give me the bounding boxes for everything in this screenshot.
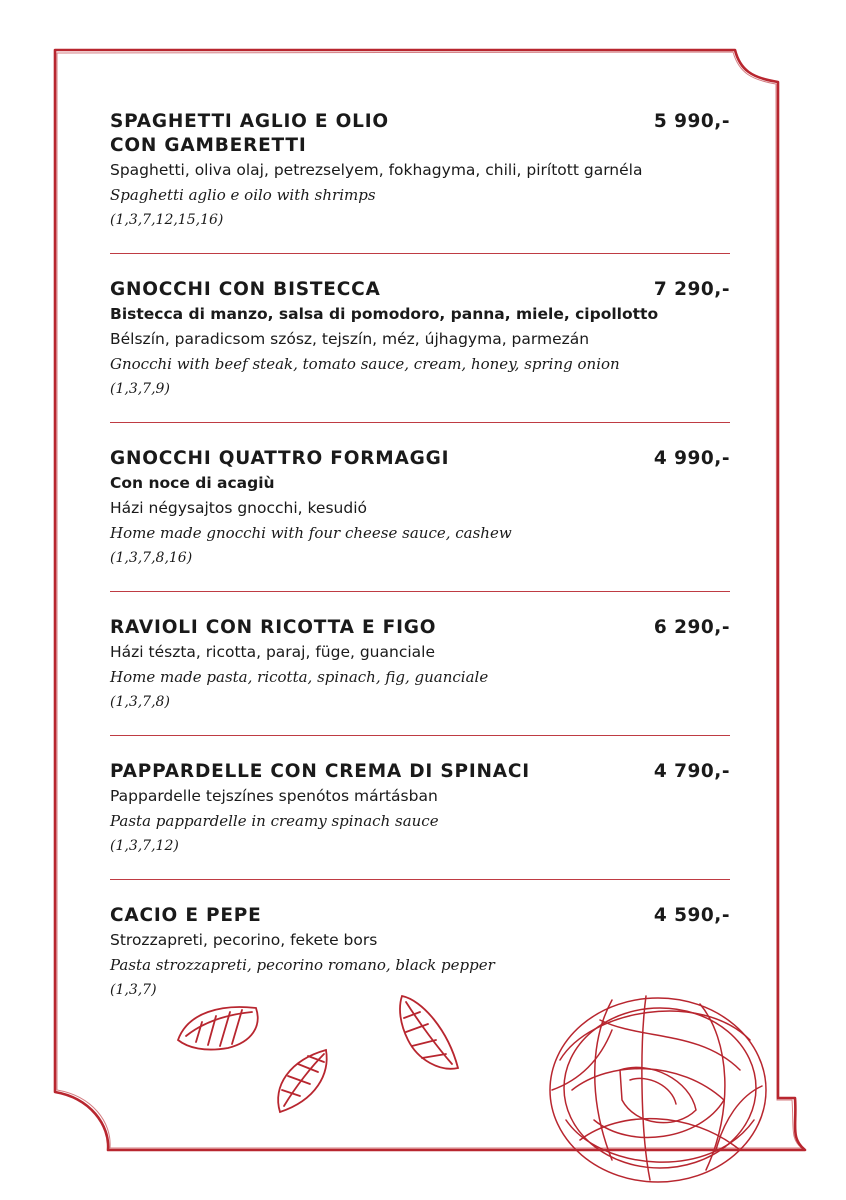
dish-allergens: (1,3,7,8,16) — [110, 550, 193, 566]
dish-allergens: (1,3,7,9) — [110, 381, 170, 397]
dish-price: 4 590,- — [653, 905, 730, 926]
dish-name: RAVIOLI CON RICOTTA E FIGO — [110, 617, 437, 638]
menu-item — [110, 616, 730, 715]
dish-price: 4 790,- — [653, 761, 730, 782]
dish-description-hu: Házi négysajtos gnocchi, kesudió — [110, 499, 367, 517]
dish-subtitle: Con noce di acagiù — [110, 474, 275, 492]
menu-item — [110, 278, 730, 402]
dish-price: 6 290,- — [653, 617, 730, 638]
dish-allergens: (1,3,7) — [110, 982, 157, 998]
dish-description-hu: Házi tészta, ricotta, paraj, füge, guanciale — [110, 643, 436, 661]
divider — [110, 591, 730, 592]
dish-allergens: (1,3,7,12) — [110, 838, 179, 854]
dish-name: GNOCCHI CON BISTECCA — [110, 279, 381, 300]
pasta-menu — [110, 110, 730, 1003]
dish-description-en: Pasta strozzapreti, pecorino romano, black pepper — [110, 956, 495, 974]
dish-name: SPAGHETTI AGLIO E OLIO CON GAMBERETTI — [110, 111, 389, 156]
dish-name: GNOCCHI QUATTRO FORMAGGI — [110, 448, 450, 469]
divider — [110, 253, 730, 254]
dish-description-en: Spaghetti aglio e oilo with shrimps — [110, 186, 376, 204]
dish-description-en: Gnocchi with beef steak, tomato sauce, cream, honey, spring onion — [110, 355, 620, 373]
menu-item — [110, 110, 730, 233]
divider — [110, 735, 730, 736]
dish-description-en: Home made gnocchi with four cheese sauce, cashew — [110, 524, 512, 542]
dish-description-hu: Pappardelle tejszínes spenótos mártásban — [110, 787, 438, 805]
dish-description-en: Home made pasta, ricotta, spinach, fig, guanciale — [110, 668, 489, 686]
menu-item — [110, 447, 730, 571]
dish-description-hu: Spaghetti, oliva olaj, petrezselyem, fokhagyma, chili, pirított garnéla — [110, 161, 643, 179]
dish-name: CACIO E PEPE — [110, 905, 262, 926]
dish-description-hu: Strozzapreti, pecorino, fekete bors — [110, 931, 378, 949]
dish-allergens: (1,3,7,8) — [110, 694, 170, 710]
dish-name: PAPPARDELLE CON CREMA DI SPINACI — [110, 761, 530, 782]
menu-item — [110, 760, 730, 859]
dish-price: 5 990,- — [653, 111, 730, 132]
divider — [110, 422, 730, 423]
dish-price: 7 290,- — [653, 279, 730, 300]
dish-subtitle: Bistecca di manzo, salsa di pomodoro, panna, miele, cipollotto — [110, 305, 659, 323]
dish-description-hu: Bélszín, paradicsom szósz, tejszín, méz, újhagyma, parmezán — [110, 330, 590, 348]
dish-description-en: Pasta pappardelle in creamy spinach sauce — [110, 812, 439, 830]
menu-item — [110, 904, 730, 1003]
dish-price: 4 990,- — [653, 448, 730, 469]
divider — [110, 879, 730, 880]
dish-allergens: (1,3,7,12,15,16) — [110, 212, 224, 228]
